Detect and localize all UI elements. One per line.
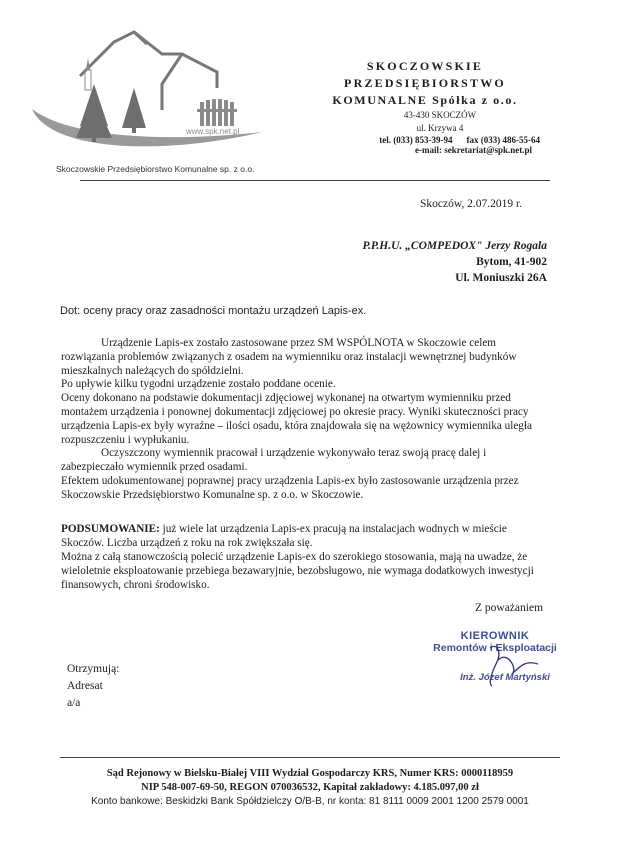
- summary-lead: PODSUMOWANIE:: [61, 523, 160, 535]
- recipient-line3: Ul. Moniuszki 26A: [455, 272, 547, 284]
- letter-subject: Dot: oceny pracy oraz zasadności montażu urządzeń Lapis-ex.: [60, 305, 367, 317]
- body-paragraph-4: Oczyszczony wymiennik pracował i urządzenie wykonywało teraz swoją pracę dalej i zabezpieczało wymiennik przed osadami.: [61, 447, 487, 474]
- footer-divider: [60, 757, 560, 758]
- summary-text-2: Można z całą stanowczością polecić urządzenie Lapis-ex do szerokiego stosowania, mają na uwadze, że wieloletnie eksploatowanie przebiega bezawaryjnie, bezobsługowo, nie wymaga dodatkowych inwestycji finansowych, chroni środowisko.: [61, 551, 534, 591]
- header-divider: [80, 180, 550, 181]
- company-tel: tel. (033) 853-39-94: [379, 135, 453, 145]
- company-name-line2: PRZEDSIĘBIORSTWO: [344, 76, 506, 90]
- recipient-line2: Bytom, 41-902: [476, 256, 547, 268]
- logo-graphic: [22, 14, 292, 164]
- company-logo: [22, 14, 292, 174]
- footer-line2: NIP 548-007-69-50, REGON 070036532, Kapitał zakładowy: 4.185.097,00 zł: [141, 782, 479, 793]
- company-contacts: [300, 135, 540, 145]
- recipient-address: [362, 238, 547, 286]
- company-name-line1: SKOCZOWSKIE: [366, 59, 484, 73]
- place-date: Skoczów, 2.07.2019 r.: [420, 198, 523, 210]
- logo-caption: Skoczowskie Przedsiębiorstwo Komunalne sp. z o.o.: [56, 164, 255, 174]
- company-header: [300, 58, 540, 155]
- company-street: ul. Krzywa 4: [416, 123, 464, 133]
- company-name-line3: KOMUNALNE Spółka z o.o.: [332, 93, 518, 107]
- stamp-line1: KIEROWNIK: [460, 630, 530, 642]
- company-email: e-mail: sekretariat@spk.net.pl: [415, 145, 532, 155]
- body-paragraph-1: Urządzenie Lapis-ex zostało zastosowane przez SM WSPÓLNOTA w Skoczowie celem rozwiązania problemów związanych z osadem na wymienniku oraz instalacji wewnętrznej budynków mieszkalnych należących do spółdzielni.: [61, 337, 517, 377]
- stamp-line3: Inż. Józef Martyński: [460, 672, 550, 683]
- body-paragraph-3: Oceny dokonano na podstawie dokumentacji zdjęciowej wykonanej na otwartym wymienniku przed montażem urządzenia i ponownej dokumentacji zdjęciowej po okresie pracy. Wyniki skuteczności pracy urządzenia Lapis-ex były wyraźne – ilości osadu, która znajdowała się na wężownicy wymiennika uległa rozpuszczeniu i wypłukaniu.: [61, 392, 532, 446]
- summary-text: już wiele lat urządzenia Lapis-ex pracują na instalacjach wodnych w mieście Skoczów. Liczba urządzeń z roku na rok zwiększała się.: [61, 523, 507, 549]
- letter-body: [61, 337, 551, 503]
- logo-url: www.spk.net.pl: [186, 127, 240, 136]
- footer-line1: Sąd Rejonowy w Bielsku-Białej VIII Wydział Gospodarczy KRS, Numer KRS: 0000118959: [106, 768, 514, 779]
- recipients-list: [67, 661, 119, 712]
- company-fax: fax (033) 486-55-64: [466, 135, 540, 145]
- recipient-item-2: a/a: [67, 697, 81, 709]
- body-paragraph-2: Po upływie kilku tygodni urządzenie zostało poddane ocenie.: [61, 378, 336, 391]
- recipient-line1: P.P.H.U. „COMPEDOX" Jerzy Rogala: [362, 240, 547, 252]
- recipient-item-1: Adresat: [67, 680, 103, 692]
- company-postal: 43-430 SKOCZÓW: [403, 110, 477, 120]
- footer: [60, 767, 560, 809]
- letter-summary: [61, 522, 551, 592]
- footer-line3: Konto bankowe: Beskidzki Bank Spółdzielczy O/B-B, nr konta: 81 8111 0009 2001 1200 2579 0001: [91, 796, 529, 807]
- stamp-line2: Remontów i Eksploatacji: [433, 642, 557, 654]
- handwritten-signature: [468, 640, 558, 690]
- closing-regards: Z poważaniem: [475, 602, 544, 614]
- recipients-label: Otrzymują:: [67, 663, 120, 675]
- body-paragraph-5: Efektem udokumentowanej poprawnej pracy urządzenia Lapis-ex było zastosowanie urządzenia przez Skoczowskie Przedsiębiorstwo Komunalne sp. z o.o. w Skoczowie.: [61, 474, 519, 501]
